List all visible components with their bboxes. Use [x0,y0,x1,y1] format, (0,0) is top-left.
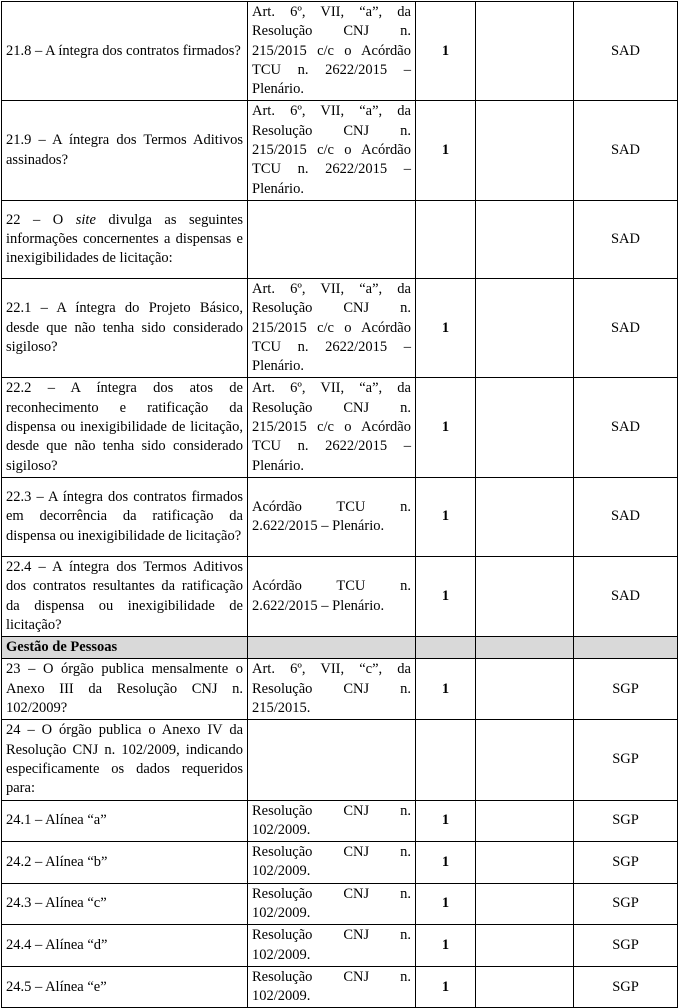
legal-reference-cell [248,720,416,800]
table-row [2,477,678,556]
responsible-unit-cell: SGP [574,720,678,800]
question-cell: 24.3 – Alínea “c” [2,883,248,925]
points-cell [416,200,476,278]
legal-reference-cell: Resolução CNJ n. 102/2009. [248,883,416,925]
legal-reference-cell: Acórdão TCU n. 2.622/2015 – Plenário. [248,477,416,556]
responsible-unit-cell: SAD [574,101,678,200]
points-cell: 1 [416,883,476,925]
question-cell: 22.2 – A íntegra dos atos de reconhecimento e ratificação da dispensa ou inexigibilidade de licitação, desde que não tenha sido considerado sigiloso? [2,378,248,477]
responsible-unit-cell: SAD [574,378,678,477]
section-title: Gestão de Pessoas [2,637,248,659]
responsible-unit-cell: SAD [574,2,678,101]
points-cell: 1 [416,925,476,967]
blank-cell [476,925,574,967]
table-row [2,966,678,1008]
legal-reference-cell: Art. 6º, VII, “a”, da Resolução CNJ n. 215/2015 c/c o Acórdão TCU n. 2622/2015 – Plenário. [248,2,416,101]
table-row [2,842,678,884]
table-row [2,883,678,925]
responsible-unit-cell: SGP [574,800,678,842]
question-cell: 21.8 – A íntegra dos contratos firmados? [2,2,248,101]
responsible-unit-cell: SAD [574,477,678,556]
table-row [2,556,678,636]
points-cell [416,720,476,800]
table-row [2,800,678,842]
responsible-unit-cell: SGP [574,659,678,720]
blank-cell [476,101,574,200]
blank-cell [476,800,574,842]
table-row [2,925,678,967]
responsible-unit-cell: SGP [574,842,678,884]
blank-cell [476,720,574,800]
blank-cell [476,966,574,1008]
blank-cell [476,842,574,884]
question-cell: 24 – O órgão publica o Anexo IV da Resolução CNJ n. 102/2009, indicando especificamente os dados requeridos para: [2,720,248,800]
question-text-post: divulga as seguintes informações concernentes a dispensas e inexigibilidades de licitação: [6,211,243,267]
legal-reference-cell [248,200,416,278]
points-cell: 1 [416,2,476,101]
responsible-unit-cell: SAD [574,556,678,636]
points-cell: 1 [416,556,476,636]
table-row [2,2,678,101]
requirements-table [1,1,678,1008]
question-cell: 22.3 – A íntegra dos contratos firmados em decorrência da ratificação da dispensa ou inexigibilidade de licitação? [2,477,248,556]
points-cell: 1 [416,477,476,556]
question-cell: 22.1 – A íntegra do Projeto Básico, desde que não tenha sido considerado sigiloso? [2,278,248,377]
blank-cell [476,477,574,556]
responsible-unit-cell: SGP [574,966,678,1008]
table-row [2,720,678,800]
section-blank-cell [248,637,416,659]
table-row [2,278,678,377]
question-cell [2,200,248,278]
blank-cell [476,200,574,278]
section-blank-cell [476,637,574,659]
points-cell: 1 [416,659,476,720]
question-cell: 21.9 – A íntegra dos Termos Aditivos assinados? [2,101,248,200]
blank-cell [476,278,574,377]
table-row [2,101,678,200]
legal-reference-cell: Resolução CNJ n. 102/2009. [248,842,416,884]
responsible-unit-cell: SAD [574,200,678,278]
section-header-row [2,637,678,659]
legal-reference-cell: Acórdão TCU n. 2.622/2015 – Plenário. [248,556,416,636]
points-cell: 1 [416,800,476,842]
responsible-unit-cell: SGP [574,883,678,925]
question-cell: 24.2 – Alínea “b” [2,842,248,884]
question-cell: 24.5 – Alínea “e” [2,966,248,1008]
points-cell: 1 [416,842,476,884]
question-text-pre: 22 – O [6,211,76,228]
points-cell: 1 [416,378,476,477]
blank-cell [476,2,574,101]
points-cell: 1 [416,966,476,1008]
section-blank-cell [416,637,476,659]
blank-cell [476,659,574,720]
table-row [2,200,678,278]
blank-cell [476,378,574,477]
question-cell: 24.1 – Alínea “a” [2,800,248,842]
legal-reference-cell: Resolução CNJ n. 102/2009. [248,800,416,842]
legal-reference-cell: Art. 6º, VII, “c”, da Resolução CNJ n. 215/2015. [248,659,416,720]
points-cell: 1 [416,278,476,377]
legal-reference-cell: Art. 6º, VII, “a”, da Resolução CNJ n. 215/2015 c/c o Acórdão TCU n. 2622/2015 – Plenário. [248,278,416,377]
question-cell: 23 – O órgão publica mensalmente o Anexo III da Resolução CNJ n. 102/2009? [2,659,248,720]
table-row [2,659,678,720]
blank-cell [476,883,574,925]
question-text-emphasis: site [75,211,96,228]
question-cell: 22.4 – A íntegra dos Termos Aditivos dos contratos resultantes da ratificação da dispensa ou inexigibilidade de licitação? [2,556,248,636]
legal-reference-cell: Resolução CNJ n. 102/2009. [248,966,416,1008]
question-cell: 24.4 – Alínea “d” [2,925,248,967]
legal-reference-cell: Art. 6º, VII, “a”, da Resolução CNJ n. 215/2015 c/c o Acórdão TCU n. 2622/2015 – Plenário. [248,378,416,477]
legal-reference-cell: Resolução CNJ n. 102/2009. [248,925,416,967]
section-blank-cell [574,637,678,659]
points-cell: 1 [416,101,476,200]
table-row [2,378,678,477]
legal-reference-cell: Art. 6º, VII, “a”, da Resolução CNJ n. 215/2015 c/c o Acórdão TCU n. 2622/2015 – Plenário. [248,101,416,200]
responsible-unit-cell: SAD [574,278,678,377]
responsible-unit-cell: SGP [574,925,678,967]
blank-cell [476,556,574,636]
